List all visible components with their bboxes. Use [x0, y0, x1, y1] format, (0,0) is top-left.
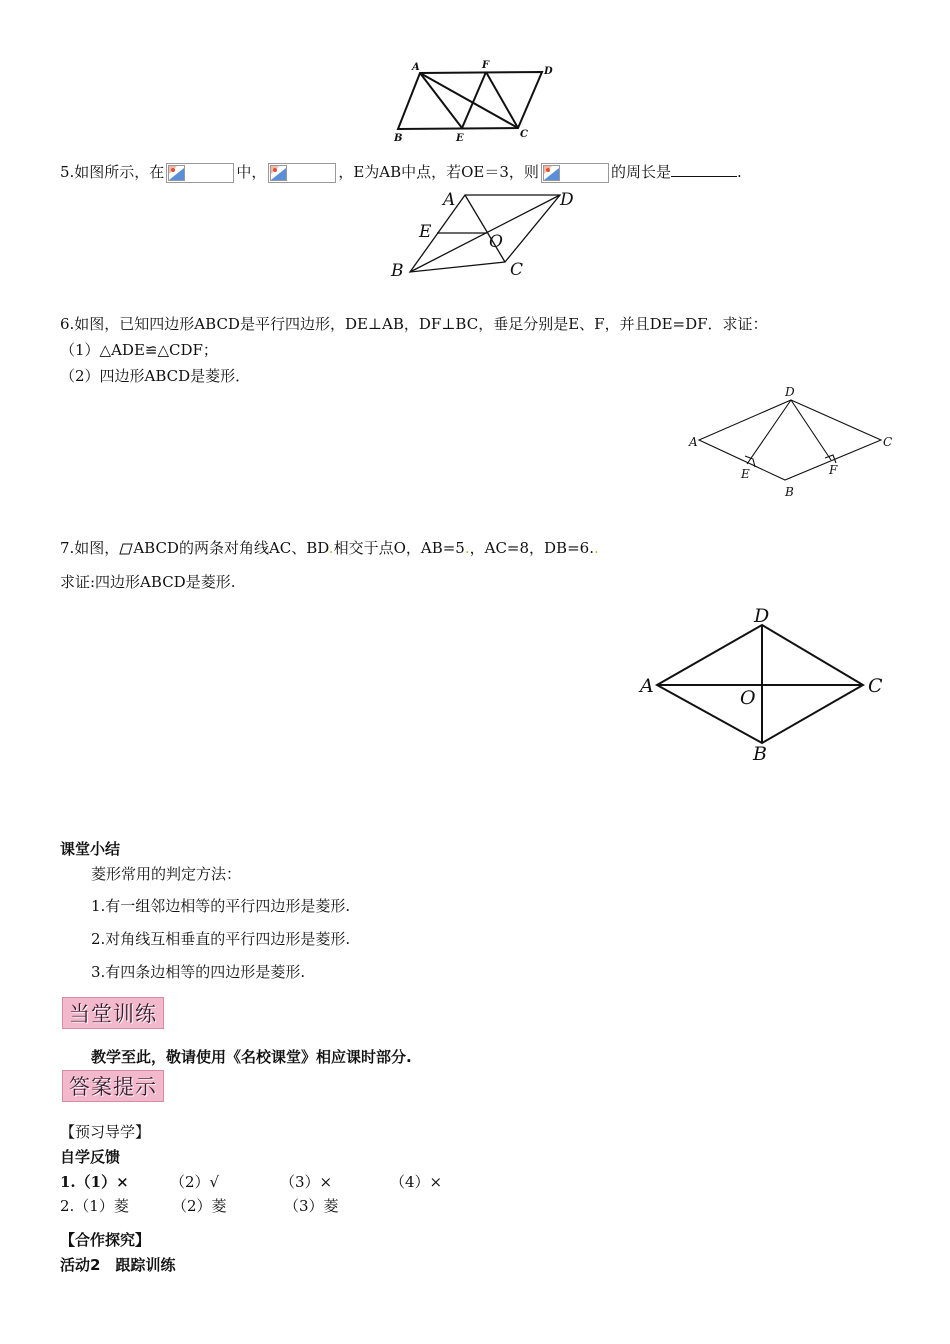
q7-stem-a: 7.如图，	[60, 539, 120, 557]
question-6-part-1: （1）△ADE≌△CDF；	[60, 341, 218, 359]
question-5-text	[60, 162, 742, 183]
label-b: B	[753, 743, 767, 765]
label-e: E	[419, 222, 432, 242]
label-c: C	[883, 435, 893, 449]
label-a: A	[443, 190, 456, 210]
answer-1-1: 1.（1）×	[60, 1173, 129, 1191]
answer-1-3: （3）×	[280, 1173, 333, 1191]
summary-item: 1.有一组邻边相等的平行四边形是菱形.	[91, 897, 351, 915]
label-a: A	[640, 675, 654, 697]
question-6-part-2: （2）四边形ABCD是菱形．	[60, 367, 251, 385]
q5-mid2: ，E为AB中点，若OE＝3，则	[338, 163, 539, 181]
q5-suffix: 的周长是	[610, 163, 671, 181]
answer-2-3: （3）菱	[284, 1197, 339, 1215]
q7-stem-c: 相交于点O，AB=5	[333, 539, 465, 557]
label-b: B	[391, 261, 404, 281]
answers-section-preview: 【预习导学】	[60, 1123, 151, 1141]
label-d: D	[560, 190, 574, 210]
label-c: C	[520, 129, 528, 140]
answer-blank[interactable]	[671, 162, 737, 177]
answer-1-4: （4）×	[390, 1173, 443, 1191]
label-d: D	[544, 66, 553, 77]
q7-stem-b: ABCD的两条对角线AC、BD	[133, 539, 329, 557]
figure-rhombus-diagonals	[635, 600, 895, 770]
q5-mid1: 中，	[236, 163, 267, 181]
label-f: F	[829, 463, 838, 477]
label-f: F	[482, 60, 490, 71]
answers-banner: 答案提示	[62, 1070, 164, 1102]
label-o: O	[740, 687, 756, 709]
q7-stem-d: ，AC=8，DB=6	[469, 539, 590, 557]
answers-line-1	[60, 1172, 470, 1192]
figure-parallelogram-eo	[385, 185, 585, 285]
label-c: C	[868, 675, 883, 697]
label-c: C	[510, 260, 524, 280]
label-a: A	[412, 62, 420, 73]
broken-image-placeholder	[268, 163, 336, 183]
broken-image-icon	[543, 165, 560, 181]
broken-image-placeholder	[166, 163, 234, 183]
label-d: D	[754, 605, 770, 627]
summary-item: 2.对角线互相垂直的平行四边形是菱形.	[91, 930, 351, 948]
edit-mark: .	[464, 539, 470, 557]
label-d: D	[785, 385, 795, 399]
broken-image-icon	[270, 165, 287, 181]
summary-title: 课堂小结	[60, 840, 121, 858]
label-a: A	[689, 435, 698, 449]
label-b: B	[785, 485, 794, 499]
parallelogram-symbol-icon	[119, 543, 133, 555]
figure-rhombus-perpendiculars	[685, 380, 900, 505]
answer-1-2: （2）√	[170, 1173, 220, 1191]
figure-parallelogram-abcd-ef	[390, 55, 560, 145]
answer-2-1: 2.（1）菱	[60, 1197, 129, 1215]
answers-subtitle-self-study: 自学反馈	[60, 1148, 121, 1166]
practice-banner: 当堂训练	[62, 997, 164, 1029]
summary-item: 3.有四条边相等的四边形是菱形.	[91, 963, 306, 981]
q7-stem-e: .	[589, 539, 594, 557]
answer-2-2: （2）菱	[172, 1197, 227, 1215]
answers-subtitle-activity-2: 活动2 跟踪训练	[60, 1256, 176, 1274]
question-7-prove: 求证:四边形ABCD是菱形.	[60, 573, 236, 591]
label-b: B	[394, 133, 403, 144]
answers-section-explore: 【合作探究】	[60, 1231, 151, 1249]
question-6-stem: 6.如图，已知四边形ABCD是平行四边形，DE⊥AB，DF⊥BC，垂足分别是E、F，并且DE=DF．求证：	[60, 315, 768, 333]
q5-end: .	[736, 163, 742, 181]
edit-mark: .	[593, 539, 599, 557]
question-7-stem	[60, 538, 599, 558]
practice-note: 教学至此，敬请使用《名校课堂》相应课时部分.	[91, 1048, 412, 1066]
answers-line-2	[60, 1196, 364, 1216]
q5-prefix: 5.如图所示，在	[60, 163, 165, 181]
summary-intro: 菱形常用的判定方法：	[91, 865, 242, 883]
broken-image-icon	[168, 165, 185, 181]
label-e: E	[456, 133, 464, 144]
broken-image-placeholder	[541, 163, 609, 183]
edit-mark: .	[328, 539, 334, 557]
label-o: O	[489, 232, 503, 252]
label-e: E	[741, 467, 750, 481]
